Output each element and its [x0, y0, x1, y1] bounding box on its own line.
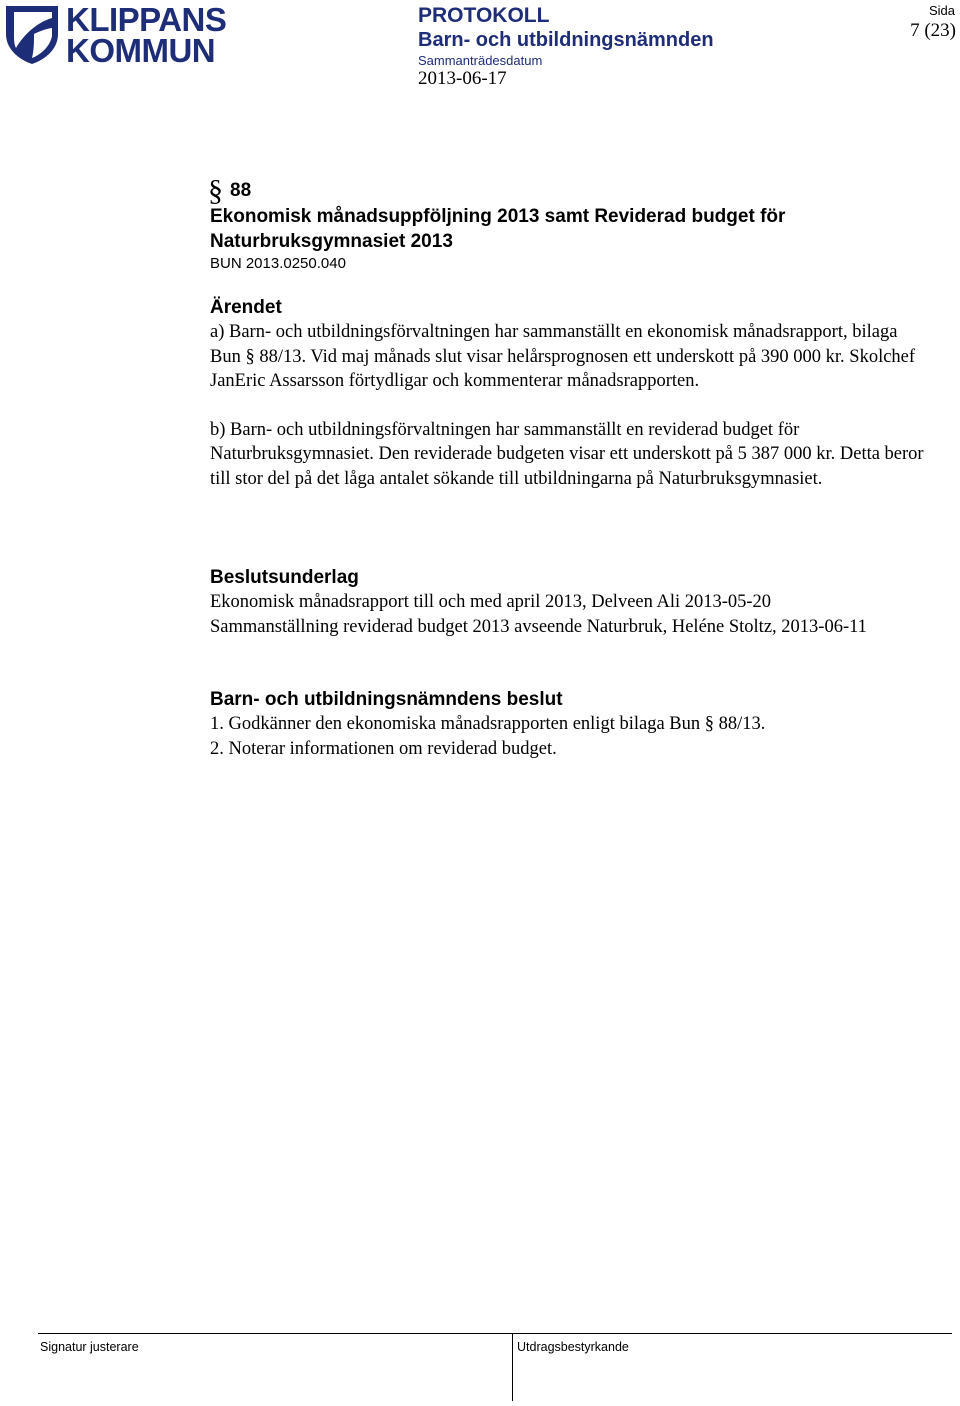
logo-text: KLIPPANS KOMMUN: [66, 1, 227, 69]
beslutsunderlag-item: Ekonomisk månadsrapport till och med april 2013, Delveen Ali 2013-05-20: [210, 592, 772, 612]
arendet-section: [210, 296, 930, 491]
meeting-date-label: Sammanträdesdatum: [418, 53, 543, 68]
beslutsunderlag-item: Sammanställning reviderad budget 2013 avseende Naturbruk, Heléne Stoltz, 2013-06-11: [210, 616, 867, 637]
beslut-item: 2. Noterar informationen om reviderad budget.: [210, 738, 557, 759]
page-label: Sida: [928, 3, 955, 18]
section-number: 88: [230, 180, 252, 201]
case-number: BUN 2013.0250.040: [210, 255, 346, 272]
meeting-date: 2013-06-17: [418, 68, 507, 89]
arendet-paragraph-a: a) Barn- och utbildningsförvaltningen har sammanställt en ekonomisk månadsrapport, bilaga Bun § 88/13. Vid maj månads slut visar helårsprognosen ett underskott på 390 000 kr. Skolchef JanEric Assarsson förtydligar och kommenterar månadsrapporten.: [210, 322, 916, 391]
committee-name: Barn- och utbildningsnämnden: [418, 29, 714, 51]
document-type: PROTOKOLL: [418, 4, 550, 27]
footer-divider: [512, 1333, 513, 1401]
footer-signature-label: Signatur justerare: [40, 1340, 139, 1354]
beslutsunderlag-heading: Beslutsunderlag: [210, 567, 359, 588]
section-sign: §: [208, 174, 223, 207]
beslut-item: 1. Godkänner den ekonomiska månadsrapporten enligt bilaga Bun § 88/13.: [210, 714, 766, 734]
logo: [4, 1, 227, 69]
beslut-section: [210, 688, 930, 761]
footer-line-right: [512, 1333, 952, 1334]
beslut-heading: Barn- och utbildningsnämndens beslut: [210, 689, 563, 710]
beslutsunderlag-section: [210, 566, 930, 639]
page-number: 7 (23): [910, 20, 956, 41]
footer-line-left: [38, 1333, 513, 1334]
footer-certification-label: Utdragsbestyrkande: [517, 1340, 629, 1354]
section-title: Ekonomisk månadsuppföljning 2013 samt Reviderad budget för Naturbruksgymnasiet 2013: [210, 206, 786, 252]
arendet-heading: Ärendet: [210, 297, 282, 318]
coat-of-arms-icon: [4, 4, 60, 66]
arendet-paragraph-b: b) Barn- och utbildningsförvaltningen har sammanställt en reviderad budget för Naturbruksgymnasiet. Den reviderade budgeten visar ett underskott på 5 387 000 kr. Detta beror till stor del på det låga antalet sökande till utbildningarna på Naturbruksgymnasiet.: [210, 419, 924, 489]
